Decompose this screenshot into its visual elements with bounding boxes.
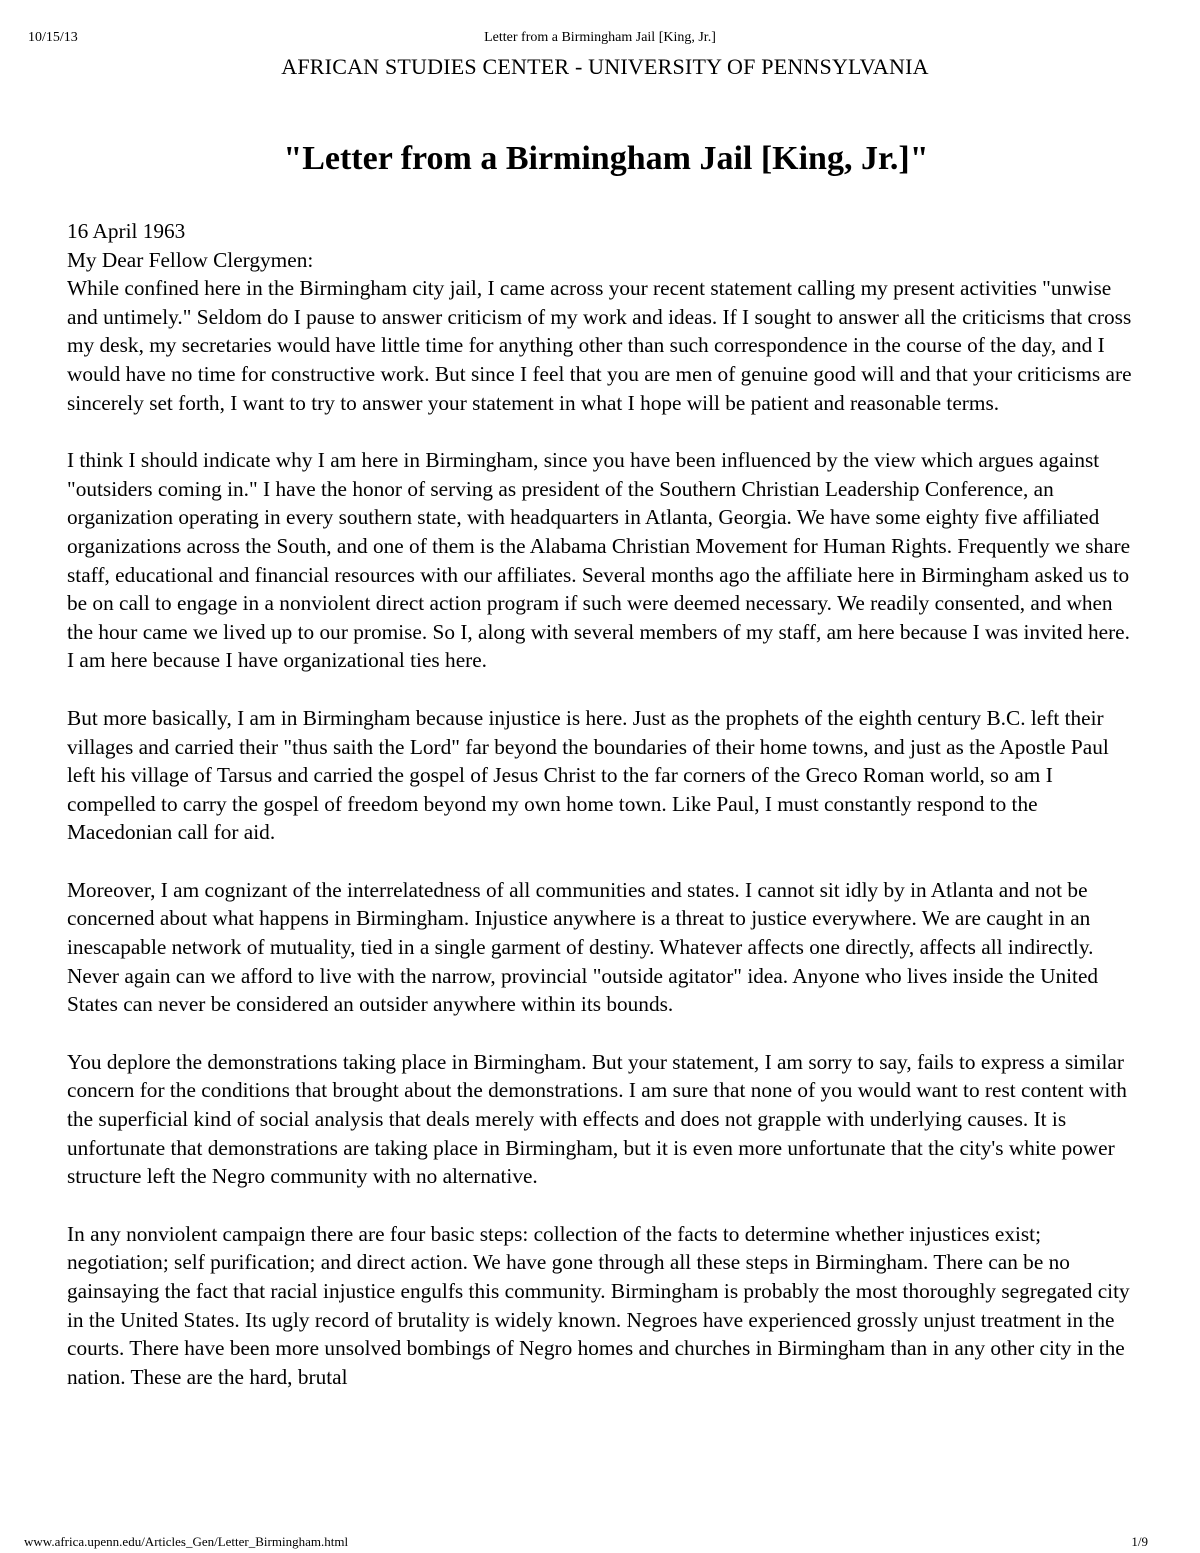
letter-body [67,217,1139,1420]
print-document-title: Letter from a Birmingham Jail [King, Jr.] [484,30,716,45]
paragraph-5: You deplore the demonstrations taking place in Birmingham. But your statement, I am sorry to say, fails to express a similar concern for the conditions that brought about the demonstrations. I am sure that none of you would want to rest content with the superficial kind of social analysis that deals merely with effects and does not grapple with underlying causes. It is unfortunate that demonstrations are taking place in Birmingham, but it is even more unfortunate that the city's white power structure left the Negro community with no alternative. [67,1049,1127,1189]
paragraph-6: In any nonviolent campaign there are four basic steps: collection of the facts to determine whether injustices exist; negotiation; self purification; and direct action. We have gone through all these steps in Birmingham. There can be no gainsaying the fact that racial injustice engulfs this community. Birmingham is probably the most thoroughly segregated city in the United States. Its ugly record of brutality is widely known. Negroes have experienced grossly unjust treatment in the courts. There have been more unsolved bombings of Negro homes and churches in Birmingham than in any other city in the nation. These are the hard, brutal [67,1221,1130,1389]
paragraph-4: Moreover, I am cognizant of the interrelatedness of all communities and states. I cannot sit idly by in Atlanta and not be concerned about what happens in Birmingham. Injustice anywhere is a threat to justice everywhere. We are caught in an inescapable network of mutuality, tied in a single garment of destiny. Whatever affects one directly, affects all indirectly. Never again can we afford to live with the narrow, provincial "outside agitator" idea. Anyone who lives inside the United States can never be considered an outsider anywhere within its bounds. [67,877,1099,1017]
page-number: 1/9 [1131,1534,1148,1549]
site-header: AFRICAN STUDIES CENTER - UNIVERSITY OF PENNSYLVANIA [281,54,929,79]
paragraph-1: While confined here in the Birmingham city jail, I came across your recent statement calling my present activities "unwise and untimely." Seldom do I pause to answer criticism of my work and ideas. If I sought to answer all the criticisms that cross my desk, my secretaries would have little time for anything other than such correspondence in the course of the day, and I would have no time for constructive work. But since I feel that you are men of genuine good will and that your criticisms are sincerely set forth, I want to try to answer your statement in what I hope will be patient and reasonable terms. [67,276,1132,415]
print-header [28,30,1172,50]
paragraph-2: I think I should indicate why I am here in Birmingham, since you have been influenced by the view which argues against "outsiders coming in." I have the honor of serving as president of the Southern Christian Leadership Conference, an organization operating in every southern state, with headquarters in Atlanta, Georgia. We have some eighty five affiliated organizations across the South, and one of them is the Alabama Christian Movement for Human Rights. Frequently we share staff, educational and financial resources with our affiliates. Several months ago the affiliate here in Birmingham asked us to be on call to engage in a nonviolent direct action program if such were deemed necessary. We readily consented, and when the hour came we lived up to our promise. So I, along with several members of my staff, am here because I was invited here. I am here because I have organizational ties here. [67,448,1131,673]
letter-date: 16 April 1963 [67,219,186,243]
letter-salutation: My Dear Fellow Clergymen: [67,247,314,272]
print-date: 10/15/13 [28,30,78,45]
footer-url[interactable]: www.africa.upenn.edu/Articles_Gen/Letter_Birmingham.html [24,1534,349,1549]
page-title: "Letter from a Birmingham Jail [King, Jr.]" [283,140,929,177]
paragraph-3: But more basically, I am in Birmingham because injustice is here. Just as the prophets of the eighth century B.C. left their villages and carried their "thus saith the Lord" far beyond the boundaries of their home towns, and just as the Apostle Paul left his village of Tarsus and carried the gospel of Jesus Christ to the far corners of the Greco Roman world, so am I compelled to carry the gospel of freedom beyond my own home town. Like Paul, I must constantly respond to the Macedonian call for aid. [67,705,1109,845]
